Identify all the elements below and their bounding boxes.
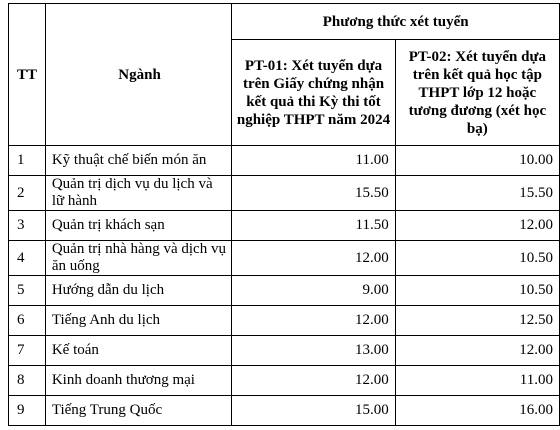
table-row	[9, 306, 560, 336]
row-name: Kỹ thuật chế biến món ăn	[45, 146, 231, 176]
header-method-group: Phương thức xét tuyển	[232, 4, 560, 40]
table-row	[9, 396, 560, 426]
row-tt: 4	[9, 241, 46, 276]
table-row	[9, 211, 560, 241]
row-name: Tiếng Trung Quốc	[45, 396, 231, 426]
row-name: Quản trị nhà hàng và dịch vụ ăn uống	[45, 241, 231, 276]
header-tt: TT	[9, 4, 46, 146]
table-row	[9, 146, 560, 176]
row-tt: 8	[9, 366, 46, 396]
row-pt02: 12.00	[395, 336, 559, 366]
header-pt01: PT-01: Xét tuyển dựa trên Giấy chứng nhận kết quả thi Kỳ thi tốt nghiệp THPT năm 2024	[232, 40, 395, 146]
table-row	[9, 336, 560, 366]
row-pt01: 15.50	[232, 176, 395, 211]
row-tt: 1	[9, 146, 46, 176]
row-tt: 2	[9, 176, 46, 211]
row-name: Quản trị khách sạn	[45, 211, 231, 241]
row-name: Hướng dẫn du lịch	[45, 276, 231, 306]
row-name: Tiếng Anh du lịch	[45, 306, 231, 336]
row-tt: 7	[9, 336, 46, 366]
row-name: Kinh doanh thương mại	[45, 366, 231, 396]
header-nganh: Ngành	[45, 4, 231, 146]
row-pt01: 11.50	[232, 211, 395, 241]
row-pt01: 12.00	[232, 366, 395, 396]
row-pt02: 10.50	[395, 276, 559, 306]
row-pt01: 12.00	[232, 306, 395, 336]
row-pt02: 16.00	[395, 396, 559, 426]
header-pt02: PT-02: Xét tuyển dựa trên kết quả học tập THPT lớp 12 hoặc tương đương (xét học bạ)	[395, 40, 559, 146]
row-pt02: 11.00	[395, 366, 559, 396]
row-pt02: 10.50	[395, 241, 559, 276]
table-row	[9, 276, 560, 306]
row-pt02: 10.00	[395, 146, 559, 176]
row-name: Kế toán	[45, 336, 231, 366]
row-pt02: 15.50	[395, 176, 559, 211]
row-tt: 9	[9, 396, 46, 426]
row-tt: 6	[9, 306, 46, 336]
row-pt02: 12.50	[395, 306, 559, 336]
row-pt02: 12.00	[395, 211, 559, 241]
table-row	[9, 241, 560, 276]
admission-score-table	[8, 3, 560, 426]
row-pt01: 9.00	[232, 276, 395, 306]
row-tt: 5	[9, 276, 46, 306]
row-pt01: 13.00	[232, 336, 395, 366]
row-pt01: 15.00	[232, 396, 395, 426]
row-tt: 3	[9, 211, 46, 241]
row-pt01: 12.00	[232, 241, 395, 276]
table-row	[9, 176, 560, 211]
row-pt01: 11.00	[232, 146, 395, 176]
row-name: Quản trị dịch vụ du lịch và lữ hành	[45, 176, 231, 211]
table-row	[9, 366, 560, 396]
